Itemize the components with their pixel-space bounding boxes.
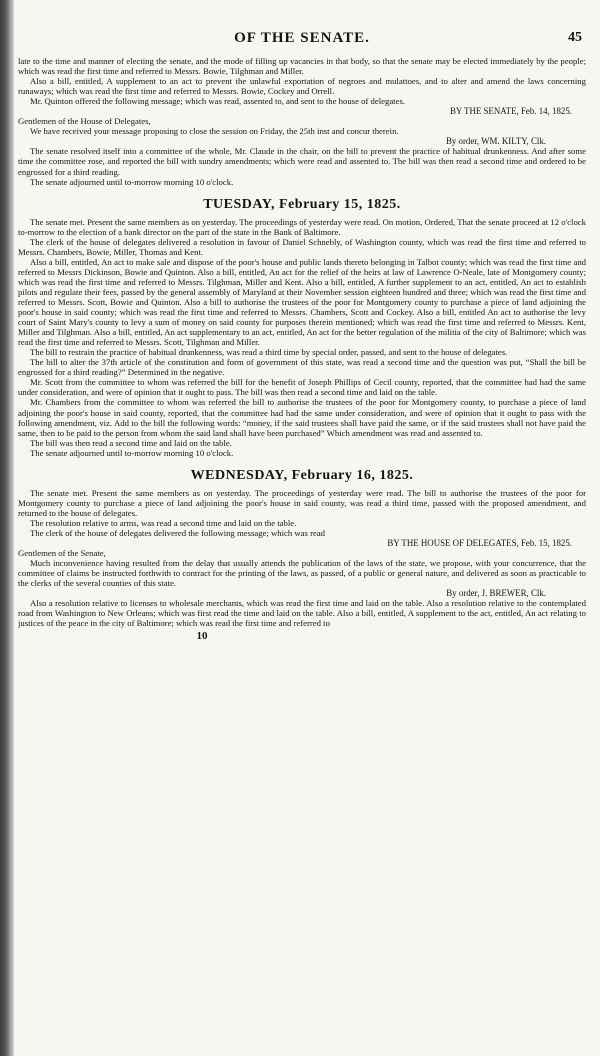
feb14-paragraph: late to the time and manner of electing the senate, and the mode of filling up vacancies in that body, so that the senate may be elected immediately by the people; which was read the first time and referred to Messrs. Bowie, Tilghman and Miller.: [18, 56, 586, 77]
tuesday-paragraph: Also a bill, entitled, An act to make sale and dispose of the poor's house and public lands thereto belonging in Talbot county; which was read the first time and referred to Messrs Dickinson, Bowie and Quinton. Also a bill, entitled, An act for the relief of the heirs at law of Lawrence O-Neale, late of Montgomery county; which was read the first time and referred to Messrs. Tilghman, Miller and Kent. Also a bill, entitled, A further supplement to an act, entitled, An act to establish pilots and regulate their fees, passed by the general assembly of Maryland at their November session eighteen hundred and three; which was read the first time and referred to Messrs. Scott, Bowie and Quinton. Also a bill to authorise the trustees of the poor for Montgomery county to purchase a piece of land adjoining the poor's house in said county; which was read the first time and referred to Messrs. Chambers, Scott and Cockey. Also a bill, entitled An act to authorise the levy court of Saint Mary's county to levy a sum of money on said county for purposes therein mentioned; which was read the first time and referred to Messrs. Kent, Miller and Tilghman. Also a bill, entitled, An act supplementary to an act, entitled, An act for the better regulation of the militia of the city of Baltimore; which was read the first time and referred to Messrs. Scott, Tilghman and Miller.: [18, 256, 586, 348]
feb14-paragraph: Also a bill, entitled, A supplement to an act to prevent the unlawful exportation of negroes and mulattoes, and to alter and amend the laws concerning runaways; which was read the first time and referred to Messrs. Bowie, Cockey and Orrell.: [18, 76, 586, 97]
feb14-paragraph: We have received your message proposing to close the session on Friday, the 25th inst and concur therein.: [30, 126, 399, 137]
wednesday-paragraph: The resolution relative to arms, was read a second time and laid on the table.: [30, 517, 297, 528]
wednesday-paragraph: Gentlemen of the Senate,: [18, 548, 106, 559]
feb14-paragraph: Gentlemen of the House of Delegates,: [18, 116, 151, 127]
page-number: 45: [568, 30, 582, 45]
tuesday-paragraph: The bill to restrain the practice of habitual drunkenness, was read a third time by special order, passed, and sent to the house of delegates.: [30, 347, 508, 358]
book-binding-edge: [0, 0, 14, 1056]
wednesday-paragraph: BY THE HOUSE OF DELEGATES, Feb. 15, 1825.: [387, 537, 572, 548]
tuesday-paragraph: Mr. Scott from the committee to whom was referred the bill for the benefit of Joseph Phillips of Cecil county, reported, that the committee had had the same under consideration, and were of opinion that it ought to pass. The bill was then read a second time and laid on the table.: [18, 377, 586, 398]
section-tuesday: [18, 217, 586, 458]
tuesday-paragraph: The bill was then read a second time and laid on the table.: [30, 437, 232, 448]
feb14-paragraph: The senate adjourned until to-morrow morning 10 o'clock.: [30, 176, 234, 187]
feb14-paragraph: BY THE SENATE, Feb. 14, 1825.: [449, 106, 572, 117]
wednesday-paragraph: The clerk of the house of delegates delivered the following message; which was read: [30, 527, 326, 538]
heading-wednesday: WEDNESDAY, February 16, 1825.: [190, 467, 414, 483]
feb14-paragraph: Mr. Quinton offered the following message; which was read, assented to, and sent to the house of delegates.: [30, 96, 405, 107]
page-content: [18, 30, 586, 1040]
wednesday-paragraph: Much inconvenience having resulted from the delay that usually attends the publication of the laws of the state, we propose, with your concurrence, that the committee of claims be instructed forthwith to contract for the printing of the laws, as passed, of a public or general nature, and delivered as soon as practicable to the clerks of the several counties of this state.: [18, 558, 586, 589]
tuesday-paragraph: The clerk of the house of delegates delivered a resolution in favour of Daniel Schnebly, of Washington county, which was read the first time and referred to Messrs. Chambers, Bowie, Miller, Thomas and Kent.: [18, 236, 586, 257]
tuesday-paragraph: The senate adjourned until to-morrow morning 10 o'clock.: [30, 447, 234, 458]
tuesday-paragraph: The senate met. Present the same members as on yesterday. The proceedings of yesterday were read. On motion, Ordered, That the senate proceed at 12 o'clock to-morrow to the election of a bank director on the part of the state in the Bank of Baltimore.: [18, 216, 586, 237]
wednesday-paragraph: The senate met. Present the same members as on yesterday. The proceedings of yesterday were read. The bill to authorise the trustees of the poor for Montgomery county to purchase a piece of land adjoining the poor's house in said county, was read a third time, passed with the proposed amendment, and returned to the house of delegates.: [18, 487, 586, 518]
feb14-paragraph: The senate resolved itself into a committee of the whole, Mr. Claude in the chair, on the bill to prevent the practice of habitual drunkenness. And after some time the committee rose, and reported the bill with sundry amendments; which were read and assented to. The bill was then read a second time and ordered to be engrossed for a third reading.: [18, 146, 586, 177]
signature-mark: 10: [196, 630, 208, 643]
feb14-paragraph: By order, WM. KILTY, Clk.: [445, 136, 546, 147]
running-title: OF THE SENATE.: [234, 30, 370, 46]
running-header: [18, 30, 586, 56]
tuesday-paragraph: The bill to alter the 37th article of the constitution and form of government of this state, was read a second time and the question was put, “Shall the bill be engrossed for a third reading?” Determined in the negative.: [18, 357, 586, 378]
wednesday-paragraph: Also a resolution relative to licenses to wholesale merchants, which was read the first time and laid on the table. Also a resolution relative to the contemplated road from Washington to New Orleans; which was first read the time and laid on the table. Also a bill, entitled, A supplement to the act, entitled, An act relating to justices of the peace in the city of Baltimore; which was read the first time and referred to: [18, 598, 586, 629]
tuesday-paragraph: Mr. Chambers from the committee to whom was referred the bill to authorise the trustees of the poor for Montgomery county, to purchase a piece of land adjoining the poor's house in said county, reported, that the committee had had the same under consideration, and were of opinion that it ought to pass with the following amendment, viz. Add to the bill the following words: “money, if the said trustees shall have paid the same, or if the said trustees shall not have paid the same, then to be paid to the person from whom the said land shall have been purchased” Which amendment was read and assented to.: [18, 397, 586, 438]
section-feb-14: [18, 56, 586, 187]
heading-tuesday: TUESDAY, February 15, 1825.: [203, 196, 401, 212]
wednesday-paragraph: By order, J. BREWER, Clk.: [446, 588, 546, 599]
section-wednesday: [18, 488, 586, 629]
